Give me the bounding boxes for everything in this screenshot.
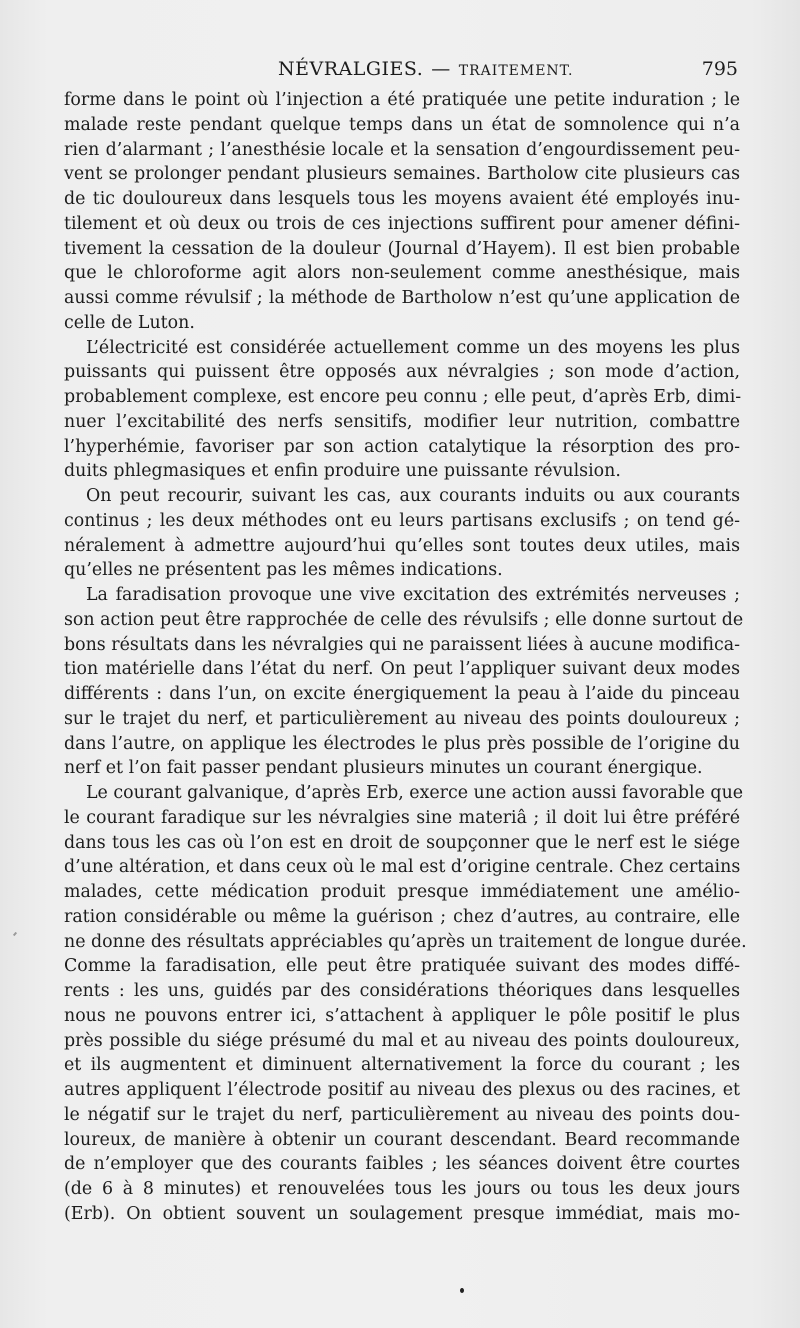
text-line: (Erb). On obtient souvent un soulagement presque immédiat, mais mo- <box>64 1203 740 1224</box>
text-line: tivement la cessation de la douleur (Journal d’Hayem). Il est bien probable <box>64 238 740 259</box>
text-line: dans tous les cas où l’on est en droit de soupçonner que le nerf est le siége <box>64 832 740 853</box>
text-line: néralement à admettre aujourd’hui qu’elles sont toutes deux utiles, mais <box>64 535 740 556</box>
body-text <box>64 88 747 1227</box>
text-line: malades, cette médication produit presque immédiatement une amélio- <box>64 882 740 902</box>
text-line: continus ; les deux méthodes ont eu leurs partisans exclusifs ; on tend gé- <box>64 510 740 531</box>
text-line: son action peut être rapprochée de celle des révulsifs ; elle donne surtout de <box>64 609 744 630</box>
text-line: vent se prolonger pendant plusieurs semaines. Bartholow cite plusieurs cas <box>64 164 740 185</box>
title-separator: — <box>431 58 451 80</box>
text-line: La faradisation provoque une vive excitation des extrémités nerveuses ; <box>86 585 740 605</box>
text-line: rents : les uns, guidés par des considérations théoriques dans lesquelles <box>64 981 740 1001</box>
text-line: aussi comme révulsif ; la méthode de Bartholow n’est qu’une application de <box>64 288 740 308</box>
section-title: TRAITEMENT. <box>458 63 574 79</box>
text-line: malade reste pendant quelque temps dans un état de somnolence qui n’a <box>64 114 740 135</box>
text-line: de n’employer que des courants faibles ; les séances doivent être courtes <box>64 1154 740 1175</box>
text-line: loureux, de manière à obtenir un courant descendant. Beard recommande <box>64 1129 740 1150</box>
text-line: On peut recourir, suivant les cas, aux courants induits ou aux courants <box>86 486 740 506</box>
text-line: tion matérielle dans l’état du nerf. On peut l’appliquer suivant deux modes <box>64 659 740 680</box>
text-line: nerf et l’on fait passer pendant plusieurs minutes un courant énergique. <box>64 758 703 779</box>
text-line: forme dans le point où l’injection a été pratiquée une petite induration ; le <box>64 90 740 110</box>
text-line: autres appliquent l’électrode positif au niveau des plexus ou des racines, et <box>64 1080 740 1100</box>
text-line: le négatif sur le trajet du nerf, particulièrement au niveau des points dou- <box>64 1104 740 1125</box>
text-line: que le chloroforme agit alors non-seulement comme anesthésique, mais <box>64 263 740 284</box>
text-line: d’une altération, et dans ceux où le mal est d’origine centrale. Chez certains <box>64 857 741 878</box>
text-line: nuer l’excitabilité des nerfs sensitifs, modifier leur nutrition, combattre <box>64 411 740 432</box>
text-line: ration considérable ou même la guérison ; chez d’autres, au contraire, elle <box>64 906 740 927</box>
text-line: (de 6 à 8 minutes) et renouvelées tous les jours ou tous les deux jours <box>64 1179 740 1199</box>
text-line: celle de Luton. <box>64 312 195 333</box>
text-line: qu’elles ne présentent pas les mêmes indications. <box>64 560 503 581</box>
text-line: le courant faradique sur les névralgies sine materiâ ; il doit lui être préféré <box>64 807 740 828</box>
text-line: duits phlegmasiques et enfin produire une puissante révulsion. <box>64 461 621 482</box>
text-line: rien d’alarmant ; l’anesthésie locale et la sensation d’engourdissement peu- <box>64 139 740 160</box>
text-line: L’électricité est considérée actuellement comme un des moyens les plus <box>86 337 740 358</box>
margin-mark <box>13 932 17 936</box>
text-line: Le courant galvanique, d’après Erb, exerce une action aussi favorable que <box>86 783 744 803</box>
running-title <box>278 58 573 80</box>
text-line: ne donne des résultats appréciables qu’après un traitement de longue durée. <box>64 931 747 952</box>
text-line: Comme la faradisation, elle peut être pratiquée suivant des modes diffé- <box>64 956 740 977</box>
text-line: près possible du siége présumé du mal et au niveau des points douloureux, <box>64 1030 740 1051</box>
text-line: puissants qui puissent être opposés aux névralgies ; son mode d’action, <box>64 362 740 383</box>
text-line: sur le trajet du nerf, et particulièrement au niveau des points douloureux ; <box>64 708 740 729</box>
text-line: nous ne pouvons entrer ici, s’attachent à appliquer le pôle positif le plus <box>64 1005 740 1026</box>
ink-speck <box>460 1288 464 1293</box>
text-line: différents : dans l’un, on excite énergiquement la peau à l’aide du pinceau <box>64 684 740 704</box>
text-line: l’hyperhémie, favoriser par son action catalytique la résorption des pro- <box>64 436 740 457</box>
text-line: probablement complexe, est encore peu connu ; elle peut, d’après Erb, dimi- <box>64 387 742 407</box>
chapter-title: NÉVRALGIES. <box>278 58 424 80</box>
text-line: bons résultats dans les névralgies qui ne paraissent liées à aucune modifica- <box>64 634 740 655</box>
text-line: dans l’autre, on applique les électrodes le plus près possible de l’origine du <box>64 733 740 754</box>
text-line: et ils augmentent et diminuent alternativement la force du courant ; les <box>64 1055 740 1076</box>
running-header <box>64 56 738 86</box>
text-line: tilement et où deux ou trois de ces injections suffirent pour amener défini- <box>64 213 740 234</box>
text-line: de tic douloureux dans lesquels tous les moyens avaient été employés inu- <box>64 189 740 209</box>
page-number: 795 <box>701 58 738 80</box>
